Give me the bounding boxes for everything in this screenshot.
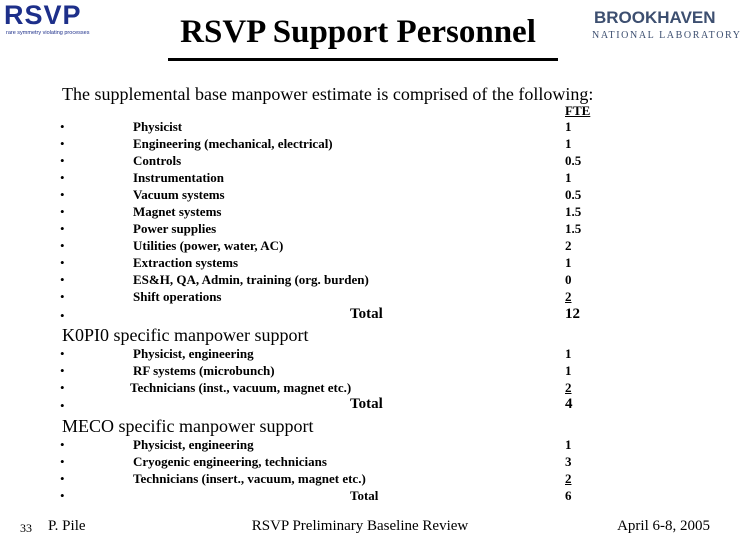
footer-date: April 6-8, 2005 — [617, 518, 710, 534]
bullet: • — [60, 308, 65, 323]
base-item-fte: 0.5 — [565, 153, 582, 168]
base-item-label: Instrumentation — [133, 170, 225, 185]
base-total-value: 12 — [565, 306, 580, 322]
meco-item-label: Physicist, engineering — [133, 437, 254, 452]
bullet: • — [60, 187, 65, 202]
base-total-label: Total — [350, 306, 383, 322]
bullet: • — [60, 454, 65, 469]
meco-item-label: Technicians (insert., vacuum, magnet etc.) — [133, 471, 366, 486]
bullet: • — [60, 380, 65, 395]
meco-item-fte: 1 — [565, 437, 572, 452]
bullet: • — [60, 136, 65, 151]
footer-event: RSVP Preliminary Baseline Review — [251, 518, 469, 534]
base-item-fte: 1 — [565, 255, 572, 270]
base-item-label: Engineering (mechanical, electrical) — [133, 136, 333, 151]
base-item-fte: 1.5 — [565, 221, 582, 236]
bullet: • — [60, 488, 65, 503]
bullet: • — [60, 346, 65, 361]
bullet: • — [60, 204, 65, 219]
base-item-fte: 2 — [565, 289, 572, 304]
base-item-fte: 2 — [565, 238, 572, 253]
title-underline — [168, 58, 558, 61]
bullet: • — [60, 170, 65, 185]
base-item-label: Shift operations — [133, 289, 222, 304]
k0pi0-item-label: Physicist, engineering — [133, 346, 254, 361]
slide-title: RSVP Support Personnel — [180, 14, 536, 50]
base-item-label: Vacuum systems — [133, 187, 225, 202]
base-item-label: ES&H, QA, Admin, training (org. burden) — [133, 272, 369, 287]
fte-column-header: FTE — [565, 103, 591, 118]
base-item-fte: 1 — [565, 136, 572, 151]
meco-item-label: Cryogenic engineering, technicians — [133, 454, 327, 469]
rsvp-logo-text: RSVP — [4, 0, 82, 30]
brookhaven-logo-subtitle: NATIONAL LABORATORY — [592, 30, 742, 41]
meco-item-fte: 3 — [565, 454, 572, 469]
bullet: • — [60, 398, 65, 413]
base-item-fte: 1 — [565, 119, 572, 134]
meco-total-label: Total — [350, 488, 379, 503]
k0pi0-item-fte: 2 — [565, 380, 572, 395]
rsvp-logo — [4, 0, 108, 38]
k0pi0-item-fte: 1 — [565, 363, 572, 378]
meco-heading: MECO specific manpower support — [62, 416, 314, 436]
k0pi0-total-value: 4 — [565, 396, 573, 412]
k0pi0-heading: K0PI0 specific manpower support — [62, 325, 309, 345]
meco-total-value: 6 — [565, 488, 572, 503]
bullet: • — [60, 153, 65, 168]
k0pi0-item-label: RF systems (microbunch) — [133, 363, 275, 378]
base-item-label: Controls — [133, 153, 182, 168]
k0pi0-item-label: Technicians (inst., vacuum, magnet etc.) — [130, 380, 352, 395]
base-item-fte: 1 — [565, 170, 572, 185]
bullet: • — [60, 238, 65, 253]
base-item-label: Power supplies — [133, 221, 217, 236]
bullet: • — [60, 221, 65, 236]
bullet: • — [60, 363, 65, 378]
meco-item-fte: 2 — [565, 471, 572, 486]
footer-author: P. Pile — [48, 518, 86, 534]
brookhaven-logo — [580, 6, 742, 50]
base-item-fte: 0.5 — [565, 187, 582, 202]
brookhaven-logo-text: BROOKHAVEN — [594, 8, 716, 27]
base-item-label: Extraction systems — [133, 255, 239, 270]
bullet: • — [60, 289, 65, 304]
base-item-label: Utilities (power, water, AC) — [133, 238, 284, 253]
intro-text: The supplemental base manpower estimate is comprised of the following: — [62, 84, 594, 104]
slide-number: 33 — [20, 521, 32, 535]
k0pi0-item-fte: 1 — [565, 346, 572, 361]
base-item-fte: 0 — [565, 272, 572, 287]
bullet: • — [60, 437, 65, 452]
k0pi0-total-label: Total — [350, 396, 383, 412]
bullet: • — [60, 471, 65, 486]
bullet: • — [60, 272, 65, 287]
base-item-fte: 1.5 — [565, 204, 582, 219]
rsvp-logo-tagline: rare symmetry violating processes — [6, 30, 90, 36]
bullet: • — [60, 255, 65, 270]
bullet: • — [60, 119, 65, 134]
base-item-label: Magnet systems — [133, 204, 222, 219]
base-item-label: Physicist — [133, 119, 183, 134]
